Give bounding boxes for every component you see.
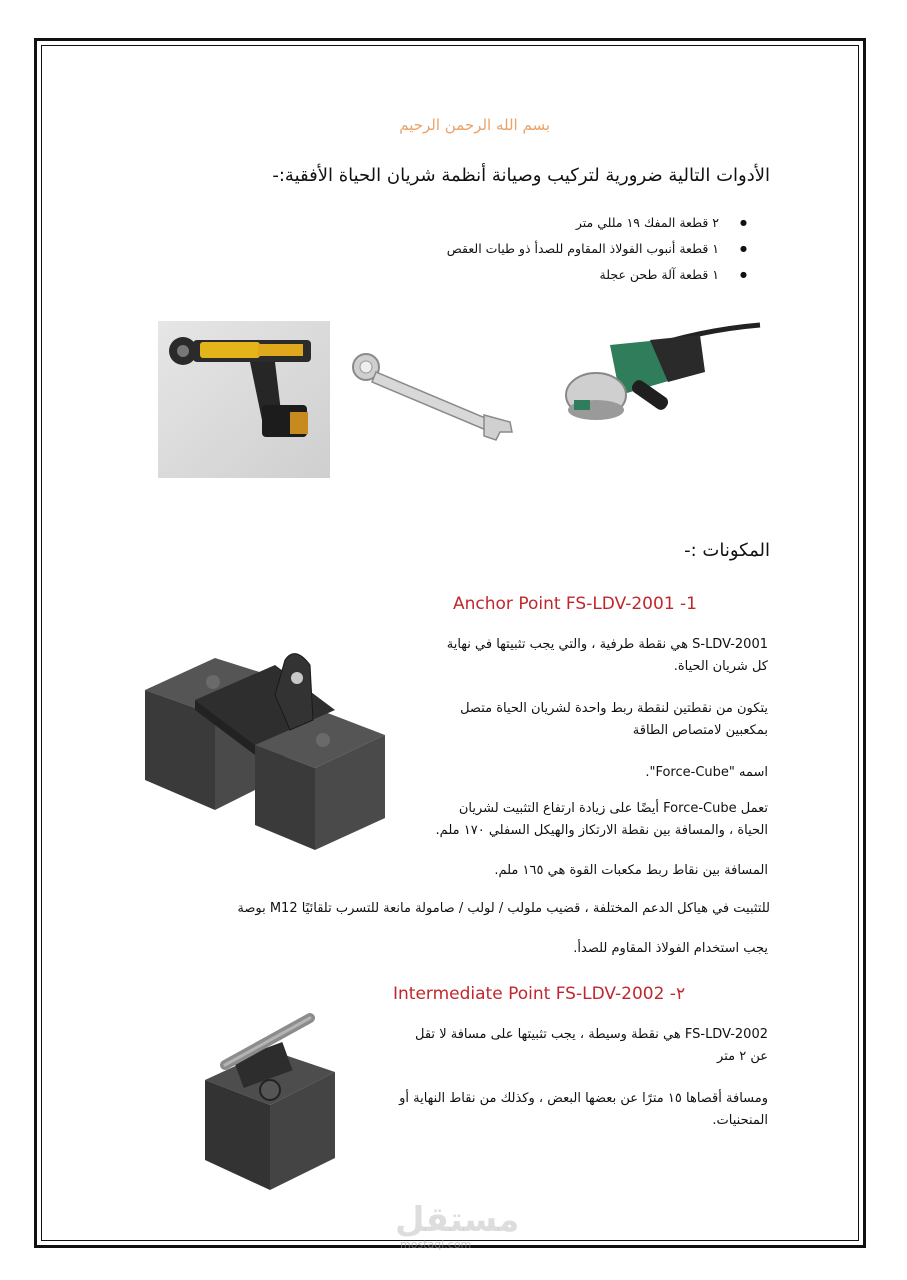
text-line: تعمل Force-Cube أيضًا على زيادة ارتفاع التثبيت لشريان bbox=[458, 801, 768, 816]
text-line: عن ٢ متر bbox=[717, 1049, 768, 1064]
watermark-logo: مستقل bbox=[395, 1200, 520, 1240]
section1-paragraph-7: يجب استخدام الفولاذ المقاوم للصدأ. bbox=[573, 941, 768, 956]
angle-grinder-image bbox=[566, 325, 760, 420]
section1-paragraph-4 bbox=[380, 798, 768, 842]
list-item: ● ١ قطعة آلة طحن عجلة bbox=[297, 262, 747, 288]
basmala: بسم الله الرحمن الرحيم bbox=[399, 116, 550, 134]
section1-paragraph-6: للتثبيت في هياكل الدعم المختلفة ، قضيب ملولب / لولب / صامولة مانعة للتسرب تلقائيًا M12 بوصة bbox=[237, 901, 770, 916]
anchor-point-image bbox=[135, 640, 390, 855]
watermark-url: mostaql.com bbox=[400, 1238, 472, 1251]
text-line: المنحنيات. bbox=[712, 1113, 768, 1128]
intermediate-point-image bbox=[195, 1010, 345, 1195]
list-item: ● ١ قطعة أنبوب الفولاذ المقاوم للصدأ ذو طيات العقص bbox=[297, 236, 747, 262]
wrench-image bbox=[353, 354, 512, 440]
text-line: بمكعبين لامتصاص الطاقة bbox=[632, 723, 768, 738]
section1-paragraph-5: المسافة بين نقاط ربط مكعبات القوة هي ١٦٥ ملم. bbox=[494, 863, 768, 878]
section2-title: Intermediate Point FS-LDV-2002 -٢ bbox=[393, 984, 686, 1004]
crimping-tool-image bbox=[158, 321, 330, 478]
text-line: ومسافة أقصاها ١٥ مترًا عن بعضها البعض ، وكذلك من نقاط النهاية أو bbox=[399, 1091, 768, 1106]
text-line: FS-LDV-2002 هي نقطة وسيطة ، يجب تثبيتها على مسافة لا تقل bbox=[415, 1027, 768, 1042]
components-heading: المكونات :- bbox=[684, 540, 770, 561]
text-line: S-LDV-2001 هي نقطة طرفية ، والتي يجب تثبيتها في نهاية bbox=[446, 637, 768, 652]
list-item: ● ٢ قطعة المفك ١٩ مللي متر bbox=[297, 210, 747, 236]
section2-paragraph-2 bbox=[340, 1088, 768, 1132]
section1-paragraph-1 bbox=[380, 634, 768, 678]
section1-paragraph-3: اسمه "Force-Cube". bbox=[645, 765, 768, 780]
text-line: كل شريان الحياة. bbox=[673, 659, 768, 674]
text-line: يتكون من نقطتين لنقطة ربط واحدة لشريان الحياة متصل bbox=[460, 701, 768, 716]
section1-title: Anchor Point FS-LDV-2001 -1 bbox=[453, 594, 697, 614]
text-line: الحياة ، والمسافة بين نقطة الارتكاز والهيكل السفلي ١٧٠ ملم. bbox=[435, 823, 768, 838]
intro-heading: الأدوات التالية ضرورية لتركيب وصيانة أنظمة شريان الحياة الأفقية:- bbox=[272, 165, 770, 186]
section2-paragraph-1 bbox=[340, 1024, 768, 1068]
section1-paragraph-2 bbox=[380, 698, 768, 742]
